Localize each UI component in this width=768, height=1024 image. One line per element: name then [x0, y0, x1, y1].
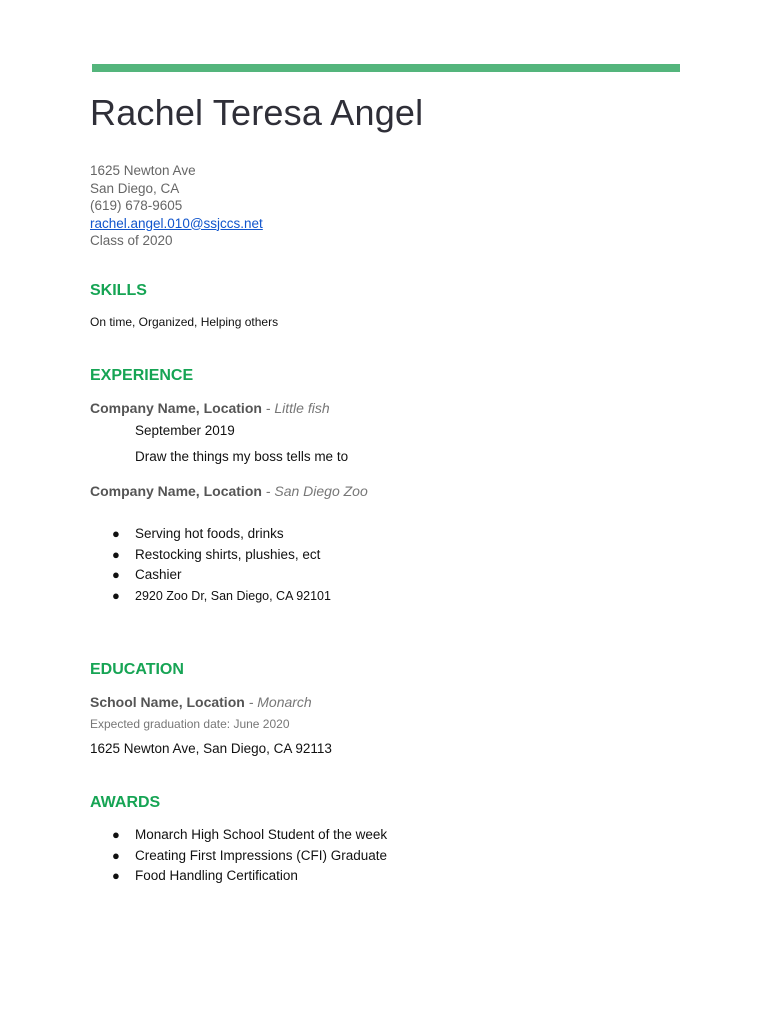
list-item — [90, 586, 331, 607]
bullet-icon: ● — [112, 868, 120, 883]
list-item-text: Serving hot foods, drinks — [135, 526, 284, 541]
job-1-title-line — [90, 400, 330, 416]
list-item — [90, 524, 331, 545]
bullet-icon: ● — [112, 587, 120, 603]
school-name: School Name, Location — [90, 694, 245, 710]
job-2-org: - San Diego Zoo — [261, 483, 368, 499]
list-item-text: 2920 Zoo Dr, San Diego, CA 92101 — [135, 588, 331, 603]
list-item — [90, 825, 387, 846]
list-item-text: Food Handling Certification — [135, 868, 298, 883]
job-1-description: Draw the things my boss tells me to — [135, 449, 349, 464]
school-org: - Monarch — [244, 694, 312, 710]
job-1-date: September 2019 — [135, 423, 235, 438]
awards-list — [90, 825, 387, 887]
education-heading: EDUCATION — [90, 661, 184, 678]
list-item-text: Monarch High School Student of the week — [135, 827, 388, 842]
skills-text: On time, Organized, Helping others — [90, 315, 279, 329]
experience-heading: EXPERIENCE — [90, 367, 194, 384]
job-1-title: Company Name, Location — [90, 400, 262, 416]
list-item-text: Restocking shirts, plushies, ect — [135, 546, 321, 562]
contact-email-link[interactable]: rachel.angel.010@ssjccs.net — [90, 215, 263, 231]
contact-phone: (619) 678-9605 — [90, 198, 183, 213]
school-title-line — [90, 694, 312, 710]
list-item-text: Cashier — [135, 567, 182, 582]
accent-bar — [92, 64, 680, 72]
expected-graduation: Expected graduation date: June 2020 — [90, 717, 290, 731]
bullet-icon: ● — [112, 526, 120, 541]
contact-block — [90, 162, 263, 250]
contact-address: 1625 Newton Ave — [90, 163, 196, 178]
skills-heading: SKILLS — [90, 282, 147, 299]
contact-class-of: Class of 2020 — [90, 233, 173, 248]
school-address: 1625 Newton Ave, San Diego, CA 92113 — [90, 741, 332, 756]
list-item — [90, 565, 331, 586]
list-item — [90, 545, 331, 566]
list-item — [90, 846, 387, 867]
awards-heading: AWARDS — [90, 794, 161, 811]
bullet-icon: ● — [112, 827, 120, 842]
bullet-icon: ● — [112, 567, 120, 582]
resume-name: Rachel Teresa Angel — [90, 92, 424, 133]
job-1-org: - Little fish — [261, 400, 330, 416]
bullet-icon: ● — [112, 847, 120, 863]
bullet-icon: ● — [112, 546, 120, 562]
job-2-title-line — [90, 483, 368, 499]
list-item-text: Creating First Impressions (CFI) Graduate — [135, 847, 388, 863]
list-item — [90, 866, 387, 887]
job-2-title: Company Name, Location — [90, 483, 262, 499]
contact-city: San Diego, CA — [90, 180, 180, 196]
job-2-bullet-list — [90, 524, 331, 606]
